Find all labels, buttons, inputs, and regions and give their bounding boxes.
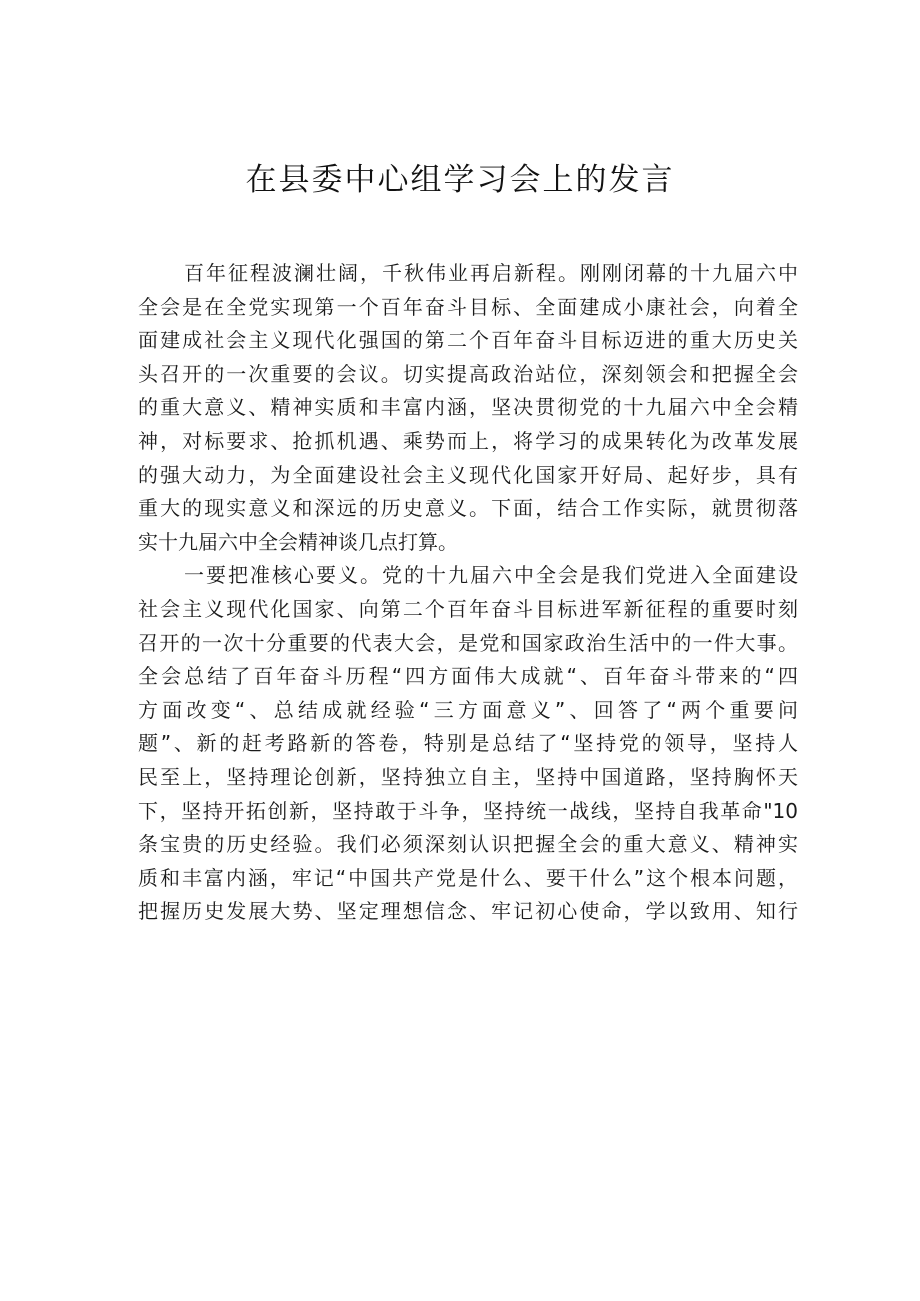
paragraph-core-essence <box>138 559 798 929</box>
paragraph-line: 社会主义现代化国家、向第二个百年奋斗目标进军新征程的重要时刻 <box>138 596 798 621</box>
paragraph-line: 民至上，坚持理论创新，坚持独立自主，坚持中国道路，坚持胸怀天 <box>138 764 798 789</box>
paragraph-line: 方面改变“、总结成就经验“三方面意义”、回答了“两个重要问 <box>138 697 798 722</box>
paragraph-line: 质和丰富内涵，牢记“中国共产党是什么、要干什么”这个根本问题， <box>138 865 798 890</box>
paragraph-line: 下，坚持开拓创新，坚持敢于斗争，坚持统一战线，坚持自我革命"10 <box>138 798 798 823</box>
paragraph-intro <box>138 257 798 559</box>
paragraph-line: 全会是在全党实现第一个百年奋斗目标、全面建成小康社会，向着全 <box>138 294 798 319</box>
paragraph-line: 神，对标要求、抢抓机遇、乘势而上，将学习的成果转化为改革发展 <box>138 428 798 453</box>
paragraph-line: 全会总结了百年奋斗历程“四方面伟大成就“、百年奋斗带来的“四 <box>138 664 798 689</box>
paragraph-line: 的重大意义、精神实质和丰富内涵，坚决贯彻党的十九届六中全会精 <box>138 395 798 420</box>
paragraph-line: 的强大动力，为全面建设社会主义现代化国家开好局、起好步，具有 <box>138 462 798 487</box>
paragraph-line: 实十九届六中全会精神谈几点打算。 <box>138 529 458 554</box>
paragraph-line: 条宝贵的历史经验。我们必须深刻认识把握全会的重大意义、精神实 <box>138 832 798 857</box>
paragraph-line: 把握历史发展大势、坚定理想信念、牢记初心使命，学以致用、知行 <box>138 899 798 924</box>
paragraph-line: 一要把准核心要义。党的十九届六中全会是我们党进入全面建设 <box>184 563 798 588</box>
paragraph-line: 题”、新的赶考路新的答卷，特别是总结了“坚持党的领导，坚持人 <box>138 731 798 756</box>
paragraph-line: 面建成社会主义现代化强国的第二个百年奋斗目标迈进的重大历史关 <box>138 328 798 353</box>
paragraph-line: 重大的现实意义和深远的历史意义。下面，结合工作实际，就贯彻落 <box>138 496 798 521</box>
document-body <box>138 257 798 929</box>
document-title: 在县委中心组学习会上的发言 <box>245 162 675 198</box>
paragraph-line: 召开的一次十分重要的代表大会，是党和国家政治生活中的一件大事。 <box>138 630 798 655</box>
paragraph-line: 头召开的一次重要的会议。切实提高政治站位，深刻领会和把握全会 <box>138 361 798 386</box>
paragraph-line: 百年征程波澜壮阔，千秋伟业再启新程。刚刚闭幕的十九届六中 <box>184 261 798 285</box>
